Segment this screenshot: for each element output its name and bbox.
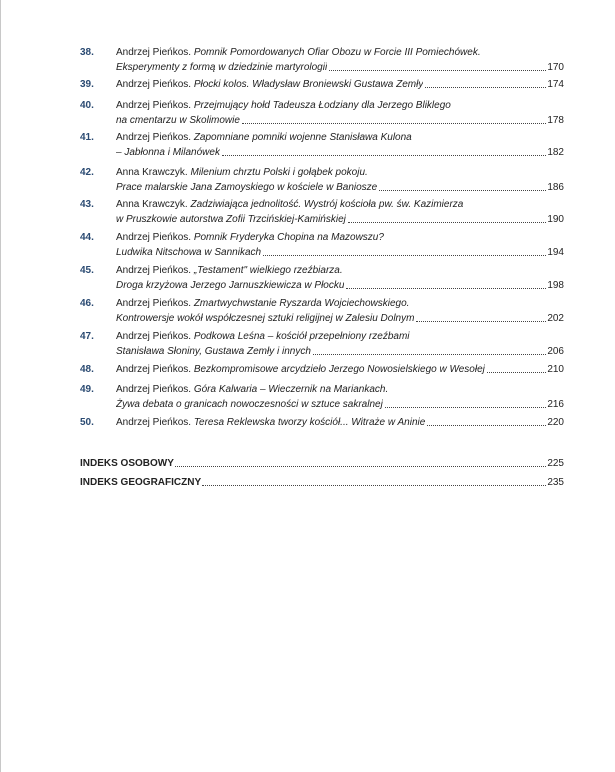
entry-title-continued: Stanisława Słoniny, Gustawa Zemły i innych	[116, 346, 311, 357]
entry-line-2	[116, 245, 564, 260]
toc-entry	[80, 362, 564, 377]
entry-body	[116, 45, 564, 75]
entry-title-continued: Eksperymenty z formą w dziedzinie martyrologii	[116, 62, 328, 73]
dot-leader	[346, 278, 546, 289]
entry-number: 42.	[80, 167, 94, 178]
entry-number: 43.	[80, 199, 94, 210]
toc-entry	[80, 45, 564, 75]
dot-leader	[385, 397, 547, 408]
entry-line-2	[116, 60, 564, 75]
entry-author: Andrzej Pieńkos.	[116, 232, 194, 243]
entry-page-number: 198	[547, 280, 564, 291]
dot-leader	[427, 415, 546, 426]
entry-title: Bezkompromisowe arcydzieło Jerzego Nowosielskiego w Wesołej	[193, 364, 485, 375]
dot-leader	[313, 344, 546, 355]
entry-author: Andrzej Pieńkos.	[116, 47, 194, 58]
entry-body	[116, 77, 564, 92]
entry-body	[116, 165, 564, 195]
entry-title-continued: Prace malarskie Jana Zamoyskiego w kościele w Baniosze	[116, 182, 378, 193]
toc-entry	[80, 130, 564, 160]
entry-title: Zapomniane pomniki wojenne Stanisława Kulona	[193, 132, 412, 143]
entry-line-1	[116, 382, 564, 397]
entry-title: Góra Kalwaria – Wieczernik na Mariankach.	[193, 384, 389, 395]
entry-line-1	[116, 230, 564, 245]
entry-title-continued: w Pruszkowie autorstwa Zofii Trzcińskiej-Kamińskiej	[116, 214, 346, 225]
entry-number: 38.	[80, 47, 94, 58]
entry-title: Teresa Reklewska tworzy kościół... Witraże w Aninie	[193, 417, 426, 428]
dot-leader	[329, 60, 546, 71]
page-edge	[0, 0, 1, 772]
dot-leader	[487, 362, 546, 373]
entry-line-1	[116, 296, 564, 311]
entry-body	[116, 98, 564, 128]
entry-page-number: 178	[547, 115, 564, 126]
entry-page-number: 216	[547, 399, 564, 410]
entry-author: Andrzej Pieńkos.	[116, 79, 194, 90]
entry-author: Andrzej Pieńkos.	[116, 265, 194, 276]
entry-line-1	[116, 197, 564, 212]
entry-number: 41.	[80, 132, 94, 143]
entry-line-1	[116, 130, 564, 145]
entry-page-number: 220	[547, 417, 564, 428]
entry-body	[116, 296, 564, 326]
index-entry	[80, 475, 564, 490]
entry-line-1	[116, 362, 564, 377]
entry-body	[116, 263, 564, 293]
entry-title: „Testament" wielkiego rzeźbiarza.	[193, 265, 343, 276]
entry-title: Płocki kolos. Władysław Broniewski Gustawa Zemły	[193, 79, 424, 90]
entry-title: Zadziwiająca jednolitość. Wystrój kościoła pw. św. Kazimierza	[190, 199, 464, 210]
entry-body	[116, 382, 564, 412]
entry-page-number: 186	[547, 182, 564, 193]
entry-body	[116, 415, 564, 430]
entry-page-number: 190	[547, 214, 564, 225]
toc-entry	[80, 98, 564, 128]
entry-number: 48.	[80, 364, 94, 375]
entry-number: 46.	[80, 298, 94, 309]
entry-number: 49.	[80, 384, 94, 395]
dot-leader	[263, 245, 546, 256]
entry-author: Andrzej Pieńkos.	[116, 298, 194, 309]
entry-title: Pomnik Pomordowanych Ofiar Obozu w Forcie III Pomiechówek.	[193, 47, 481, 58]
entry-title-continued: na cmentarzu w Skolimowie	[116, 115, 240, 126]
entry-line-2	[116, 180, 564, 195]
entry-line-2	[116, 212, 564, 227]
entry-title: Podkowa Leśna – kościół przepełniony rzeźbami	[193, 331, 410, 342]
entry-line-2	[116, 113, 564, 128]
dot-leader	[379, 180, 546, 191]
entry-number: 45.	[80, 265, 94, 276]
entry-author: Andrzej Pieńkos.	[116, 132, 194, 143]
entry-page-number: 210	[547, 364, 564, 375]
entry-title-continued: Droga krzyżowa Jerzego Jarnuszkiewicza w Płocku	[116, 280, 345, 291]
entry-number: 47.	[80, 331, 94, 342]
toc-entry	[80, 77, 564, 92]
toc-entry	[80, 263, 564, 293]
index-page-number: 225	[547, 458, 564, 469]
toc-entry	[80, 415, 564, 430]
index-page-number: 235	[547, 477, 564, 488]
entry-title-continued: – Jabłonna i Milanówek	[116, 147, 220, 158]
index-label: INDEKS OSOBOWY	[80, 458, 174, 469]
entry-line-1	[116, 165, 564, 180]
toc-entry	[80, 329, 564, 359]
entry-line-1	[116, 263, 564, 278]
entry-title: Przejmujący hołd Tadeusza Łodziany dla Jerzego Bliklego	[193, 100, 451, 111]
entry-author: Andrzej Pieńkos.	[116, 100, 194, 111]
entry-author: Andrzej Pieńkos.	[116, 364, 194, 375]
entry-line-1	[116, 329, 564, 344]
entry-number: 40.	[80, 100, 94, 111]
entry-page-number: 206	[547, 346, 564, 357]
entry-body	[116, 362, 564, 377]
toc-entry	[80, 197, 564, 227]
entry-page-number: 182	[547, 147, 564, 158]
dot-leader	[416, 311, 546, 322]
entry-title-continued: Żywa debata o granicach nowoczesności w sztuce sakralnej	[116, 399, 383, 410]
entry-title-continued: Kontrowersje wokół współczesnej sztuki religijnej w Zalesiu Dolnym	[116, 313, 415, 324]
entry-page-number: 174	[547, 79, 564, 90]
dot-leader	[242, 113, 546, 124]
dot-leader	[425, 77, 546, 88]
dot-leader	[348, 212, 546, 223]
entry-line-2	[116, 344, 564, 359]
entry-title: Zmartwychwstanie Ryszarda Wojciechowskiego.	[193, 298, 410, 309]
entry-number: 39.	[80, 79, 94, 90]
entry-title: Milenium chrztu Polski i gołąbek pokoju.	[190, 167, 368, 178]
entry-page-number: 194	[547, 247, 564, 258]
entry-number: 44.	[80, 232, 94, 243]
entry-page-number: 202	[547, 313, 564, 324]
entry-body	[116, 329, 564, 359]
toc-entry	[80, 230, 564, 260]
entry-author: Anna Krawczyk.	[116, 199, 191, 210]
toc-entry	[80, 165, 564, 195]
entry-line-1	[116, 98, 564, 113]
toc-entry	[80, 296, 564, 326]
entry-line-1	[116, 77, 564, 92]
dot-leader	[175, 456, 546, 467]
index-label: INDEKS GEOGRAFICZNY	[80, 477, 202, 488]
dot-leader	[202, 475, 546, 486]
entry-body	[116, 130, 564, 160]
entry-number: 50.	[80, 417, 94, 428]
entry-line-2	[116, 397, 564, 412]
entry-page-number: 170	[547, 62, 564, 73]
entry-line-2	[116, 278, 564, 293]
entry-line-2	[116, 145, 564, 160]
entry-author: Anna Krawczyk.	[116, 167, 191, 178]
entry-author: Andrzej Pieńkos.	[116, 384, 194, 395]
entry-body	[116, 230, 564, 260]
entry-line-1	[116, 415, 564, 430]
entry-author: Andrzej Pieńkos.	[116, 417, 194, 428]
dot-leader	[222, 145, 546, 156]
entry-title: Pomnik Fryderyka Chopina na Mazowszu?	[193, 232, 384, 243]
entry-line-1	[116, 45, 564, 60]
entry-title-continued: Ludwika Nitschowa w Sannikach	[116, 247, 262, 258]
toc-entry	[80, 382, 564, 412]
entry-body	[116, 197, 564, 227]
entry-line-2	[116, 311, 564, 326]
index-entry	[80, 456, 564, 471]
entry-author: Andrzej Pieńkos.	[116, 331, 194, 342]
